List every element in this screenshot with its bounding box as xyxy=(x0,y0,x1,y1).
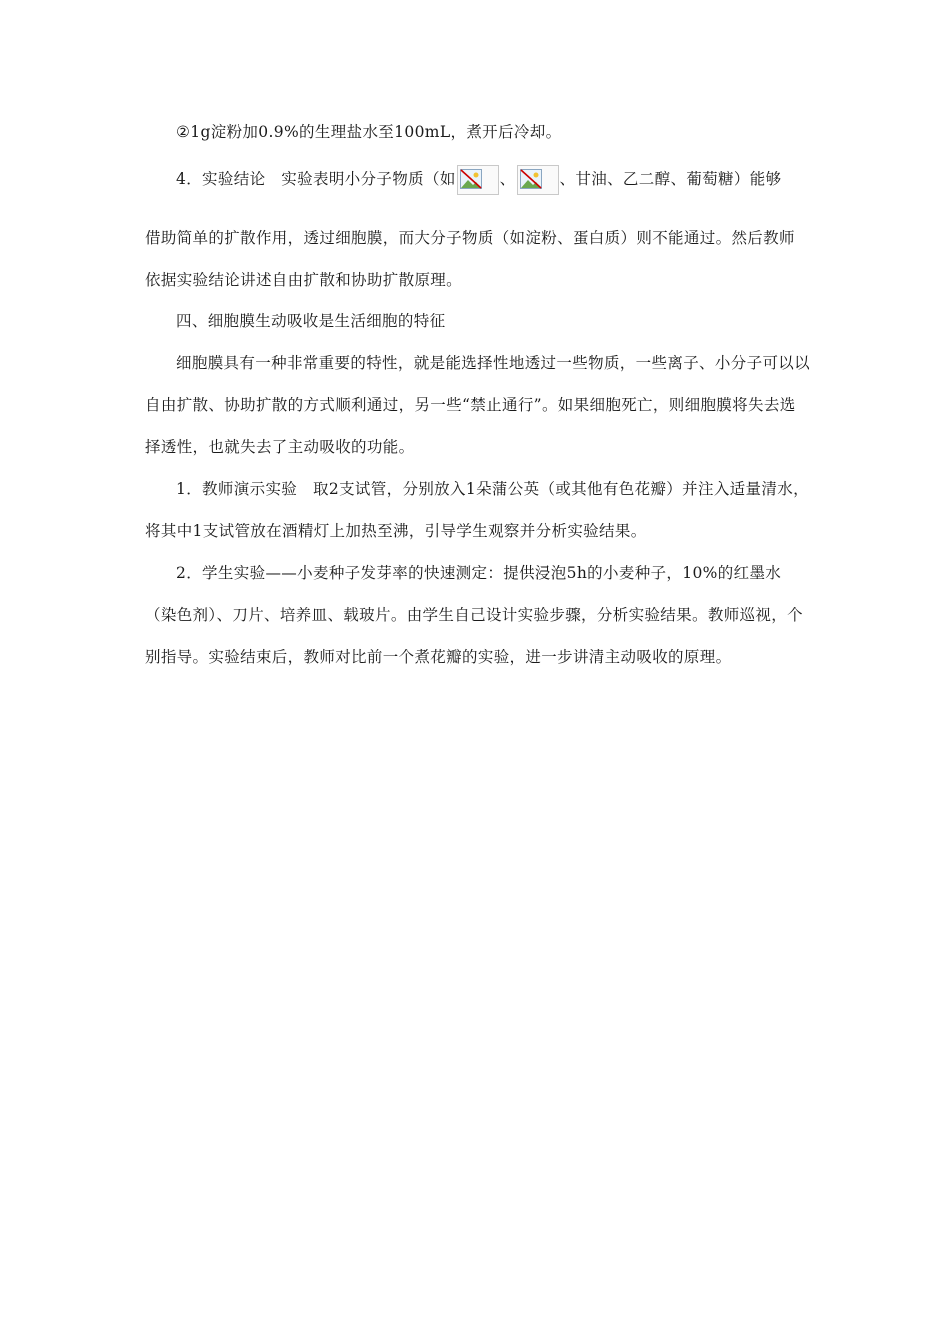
paragraph-selective-permeability: 细胞膜具有一种非常重要的特性，就是能选择性地透过一些物质，一些离子、小分子可以以自由扩散、协助扩散的方式顺利通过，另一些“禁止通行”。如果细胞死亡，则细胞膜将失去选择透性，也就失去了主动吸收的功能。 xyxy=(145,354,811,456)
conclusion-separator: 、 xyxy=(499,170,516,188)
paragraph-conclusion-body: 借助简单的扩散作用，透过细胞膜，而大分子物质（如淀粉、蛋白质）则不能通过。然后教师依据实验结论讲述自由扩散和协助扩散原理。 xyxy=(145,229,795,289)
paragraph-student-experiment: 2．学生实验——小麦种子发芽率的快速测定：提供浸泡5h的小麦种子，10%的红墨水（染色剂）、刀片、培养皿、载玻片。由学生自己设计实验步骤，分析实验结果。教师巡视，个别指导。实验结束后，教师对比前一个煮花瓣的实验，进一步讲清主动吸收的原理。 xyxy=(145,564,803,666)
document-body xyxy=(145,112,810,678)
broken-image-icon xyxy=(517,165,559,195)
conclusion-text-a: 4．实验结论 实验表明小分子物质（如 xyxy=(176,170,456,188)
paragraph-teacher-demo: 1．教师演示实验 取2支试管，分别放入1朵蒲公英（或其他有色花瓣）并注入适量清水，将其中1支试管放在酒精灯上加热至沸，引导学生观察并分析实验结果。 xyxy=(145,480,809,540)
section-heading-active-absorption: 四、细胞膜生动吸收是生活细胞的特征 xyxy=(176,312,446,330)
conclusion-text-b: 、甘油、乙二醇、葡萄糖）能够 xyxy=(559,170,782,188)
paragraph-starch-solution: ②1g淀粉加0.9%的生理盐水至100mL，煮开后冷却。 xyxy=(176,123,562,141)
broken-image-icon xyxy=(457,165,499,195)
paragraph-conclusion-intro xyxy=(145,155,810,203)
